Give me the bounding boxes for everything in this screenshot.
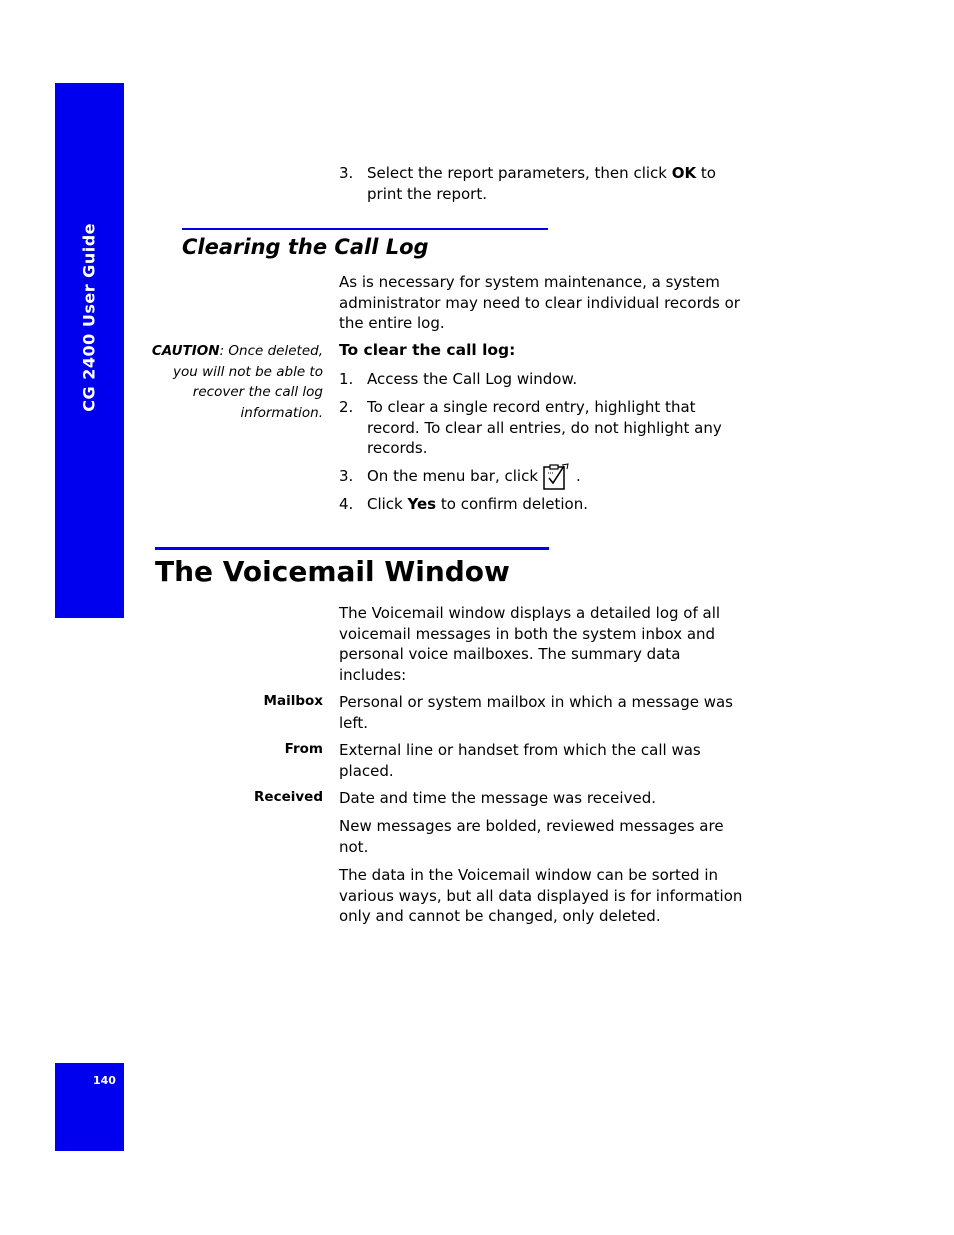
paragraph: The data in the Voicemail window can be sorted in various ways, but all data displayed is for information only and cannot be changed, only deleted. bbox=[339, 866, 743, 925]
term-definition: Date and time the message was received. bbox=[339, 789, 656, 807]
step-text: Click Yes to confirm deletion. bbox=[367, 495, 589, 513]
procedure-title: To clear the call log: bbox=[339, 341, 516, 359]
paragraph: New messages are bolded, reviewed messages are not. bbox=[339, 817, 724, 856]
page-number: 140 bbox=[93, 1074, 116, 1087]
step-number: 3. bbox=[339, 164, 354, 182]
chapter-heading: The Voicemail Window bbox=[155, 555, 510, 588]
term-definition: External line or handset from which the call was placed. bbox=[339, 741, 701, 780]
step-text: On the menu bar, click . bbox=[367, 461, 752, 491]
caution-note: CAUTION: Once deleted, you will not be able to recover the call log information. bbox=[151, 343, 323, 421]
step-text: To clear a single record entry, highlight that record. To clear all entries, do not highlight any records. bbox=[367, 398, 722, 457]
section-rule bbox=[182, 228, 548, 230]
step-number: 4. bbox=[339, 495, 354, 513]
section-heading: Clearing the Call Log bbox=[182, 235, 429, 259]
term-label: From bbox=[284, 741, 323, 757]
step-text: Select the report parameters, then click OK to print the report. bbox=[367, 164, 716, 203]
chapter-rule bbox=[155, 547, 549, 550]
clear-log-icon bbox=[542, 463, 572, 491]
step-text: Access the Call Log window. bbox=[367, 370, 578, 388]
sidebar-title: CG 2400 User Guide bbox=[79, 223, 99, 412]
step-number: 3. bbox=[339, 467, 354, 485]
step-number: 1. bbox=[339, 370, 354, 388]
voicemail-intro: The Voicemail window displays a detailed log of all voicemail messages in both the system inbox and personal voice mailboxes. The summary data includes: bbox=[339, 604, 721, 684]
term-definition: Personal or system mailbox in which a message was left. bbox=[339, 693, 733, 732]
term-label: Mailbox bbox=[263, 693, 323, 709]
term-label: Received bbox=[254, 789, 323, 805]
step-number: 2. bbox=[339, 398, 354, 416]
section-intro: As is necessary for system maintenance, a system administrator may need to clear individual records or the entire log. bbox=[339, 273, 740, 332]
